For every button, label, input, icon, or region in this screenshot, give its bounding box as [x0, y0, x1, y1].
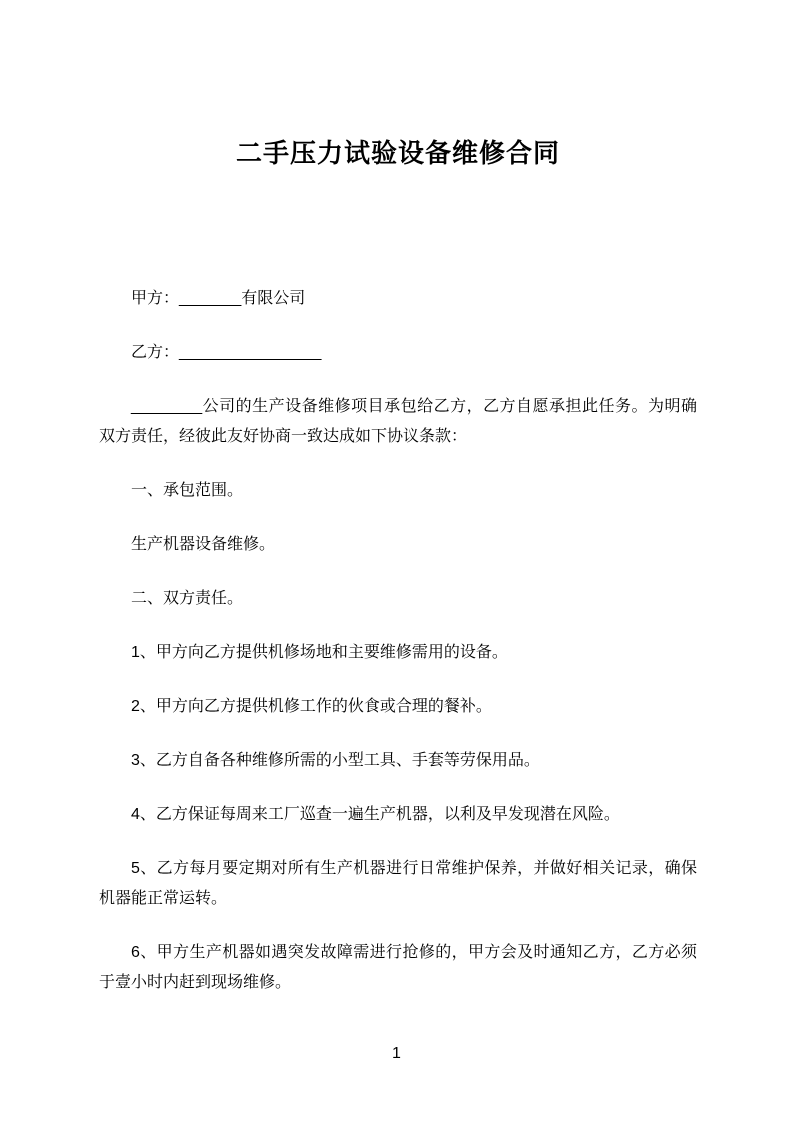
section-2-heading: 二、双方责任。 — [131, 590, 244, 607]
page-number: 1 — [392, 1045, 401, 1062]
party-a-line: 甲方：_______有限公司 — [131, 290, 306, 307]
intro-paragraph: ________公司的生产设备维修项目承包给乙方，乙方自愿承担此任务。为明确双方责任，经彼此友好协商一致达成如下协议条款： — [99, 398, 697, 445]
clause-2: 2、甲方向乙方提供机修工作的伙食或合理的餐补。 — [131, 698, 492, 715]
clause-6: 6、甲方生产机器如遇突发故障需进行抢修的，甲方会及时通知乙方，乙方必须于壹小时内赶到现场维修。 — [99, 944, 697, 991]
party-b-line: 乙方：________________ — [131, 344, 322, 361]
clause-1: 1、甲方向乙方提供机修场地和主要维修需用的设备。 — [131, 644, 508, 661]
clause-4: 4、乙方保证每周来工厂巡查一遍生产机器，以利及早发现潜在风险。 — [131, 806, 620, 823]
clause-5: 5、乙方每月要定期对所有生产机器进行日常维护保养，并做好相关记录，确保机器能正常运转。 — [99, 860, 697, 907]
document-title: 二手压力试验设备维修合同 — [235, 138, 560, 168]
section-1-content: 生产机器设备维修。 — [131, 536, 276, 553]
section-1-heading: 一、承包范围。 — [131, 482, 244, 499]
clause-3: 3、乙方自备各种维修所需的小型工具、手套等劳保用品。 — [131, 752, 540, 769]
